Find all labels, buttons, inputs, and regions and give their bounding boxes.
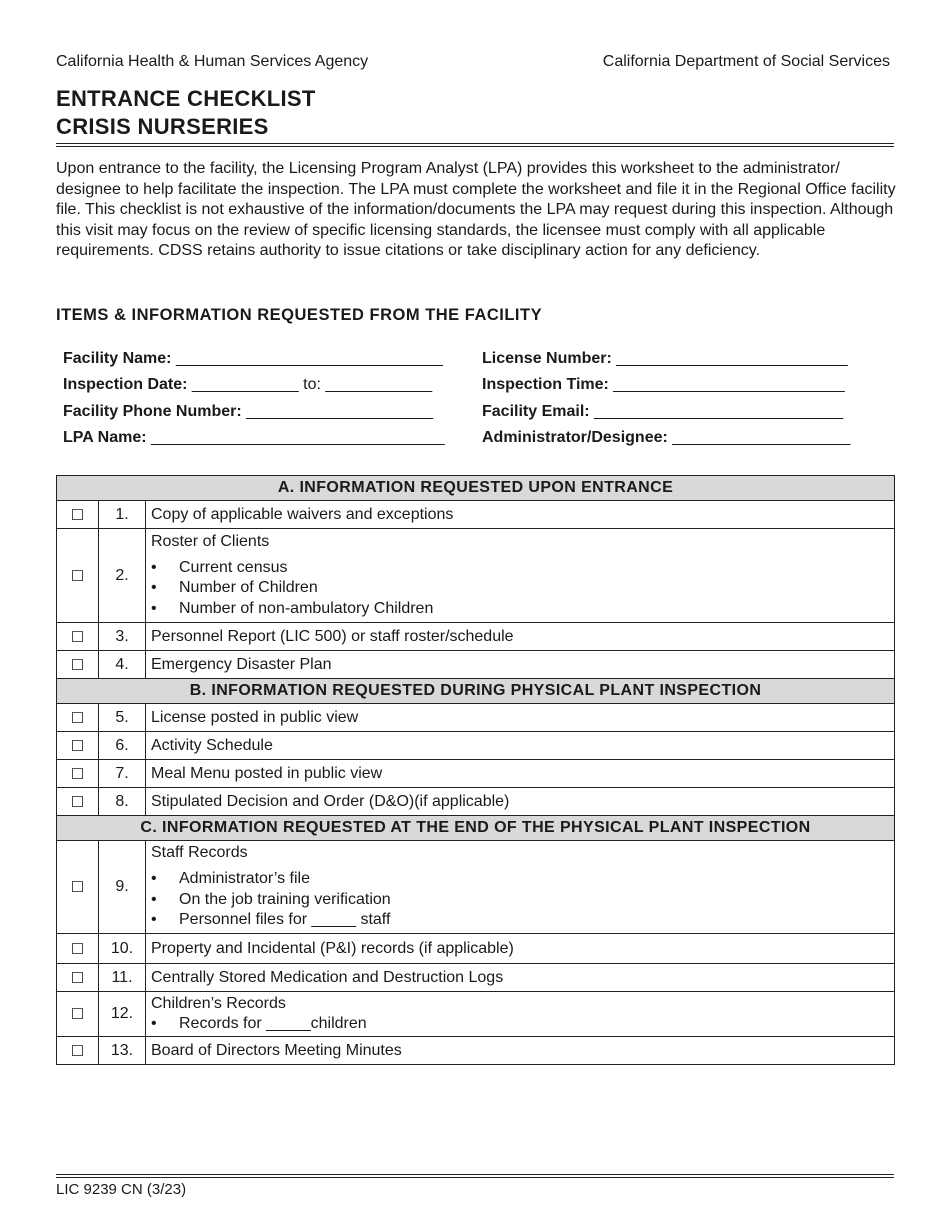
item-text: Property and Incidental (P&I) records (if applicable) [146, 934, 895, 964]
item-number: 9. [99, 841, 146, 934]
item-number: 6. [99, 732, 146, 760]
checkbox[interactable]: ☐ [57, 651, 99, 679]
item-text: Centrally Stored Medication and Destruction Logs [146, 964, 895, 992]
checklist-table [56, 475, 895, 1065]
list-item [151, 558, 894, 579]
lpa-name-label: LPA Name: [63, 429, 147, 446]
facility-name-label: Facility Name: [63, 350, 172, 367]
section-c-header [57, 816, 895, 841]
table-row [57, 704, 895, 732]
item-number: 5. [99, 704, 146, 732]
inspection-date-field[interactable] [63, 376, 432, 394]
facility-email-label: Facility Email: [482, 403, 590, 420]
facility-phone-line[interactable]: _____________________ [246, 403, 434, 420]
list-item [151, 1014, 894, 1034]
inspection-time-field[interactable] [482, 376, 845, 394]
table-row [57, 788, 895, 816]
list-item-text: Records for _____children [179, 1015, 367, 1032]
agency-name-left: California Health & Human Services Agency [56, 53, 369, 70]
section-a-title: A. INFORMATION REQUESTED UPON ENTRANCE [57, 476, 895, 501]
table-row [57, 934, 895, 964]
title-line-2: CRISIS NURSERIES [56, 114, 269, 139]
table-row [57, 732, 895, 760]
item-number: 11. [99, 964, 146, 992]
item-text: Copy of applicable waivers and exceptions [146, 501, 895, 529]
table-row [57, 651, 895, 679]
item-text [146, 529, 895, 623]
item-text: Emergency Disaster Plan [146, 651, 895, 679]
table-row [57, 623, 895, 651]
table-row [57, 760, 895, 788]
inspection-time-label: Inspection Time: [482, 376, 609, 393]
item-text: Board of Directors Meeting Minutes [146, 1037, 895, 1065]
table-row [57, 992, 895, 1037]
table-row [57, 964, 895, 992]
table-row [57, 1037, 895, 1065]
checkbox[interactable]: ☐ [57, 934, 99, 964]
list-item [151, 869, 894, 890]
checkbox[interactable]: ☐ [57, 992, 99, 1037]
item-number: 8. [99, 788, 146, 816]
license-number-field[interactable] [482, 350, 848, 368]
inspection-date-to: to: [303, 376, 321, 393]
item-title: Children’s Records [151, 995, 286, 1012]
checkbox[interactable]: ☐ [57, 964, 99, 992]
facility-name-field[interactable] [63, 350, 443, 368]
administrator-line[interactable]: ____________________ [672, 429, 851, 446]
item-number: 10. [99, 934, 146, 964]
section-b-title: B. INFORMATION REQUESTED DURING PHYSICAL PLANT INSPECTION [57, 679, 895, 704]
item-title: Staff Records [151, 844, 248, 862]
checkbox[interactable]: ☐ [57, 704, 99, 732]
facility-name-line[interactable]: ______________________________ [175, 350, 443, 367]
bullet: • [151, 870, 157, 888]
list-item [151, 599, 894, 620]
facility-email-line[interactable]: ____________________________ [594, 403, 844, 420]
checkbox[interactable]: ☐ [57, 788, 99, 816]
item-number: 12. [99, 992, 146, 1037]
title-line-1: ENTRANCE CHECKLIST [56, 86, 316, 111]
list-item-text: Number of Children [179, 579, 318, 597]
license-number-label: License Number: [482, 350, 612, 367]
list-item [151, 890, 894, 911]
section-c-title: C. INFORMATION REQUESTED AT THE END OF THE PHYSICAL PLANT INSPECTION [57, 816, 895, 841]
item-number: 1. [99, 501, 146, 529]
item-number: 4. [99, 651, 146, 679]
list-item-text: Administrator’s file [179, 870, 311, 888]
agency-name-right: California Department of Social Services [602, 53, 890, 70]
item-text: Stipulated Decision and Order (D&O)(if applicable) [146, 788, 895, 816]
item-title: Roster of Clients [151, 532, 270, 550]
checkbox[interactable]: ☐ [57, 623, 99, 651]
bullet: • [151, 558, 157, 576]
bullet: • [151, 579, 157, 597]
item-number: 13. [99, 1037, 146, 1065]
item-number: 7. [99, 760, 146, 788]
list-item [151, 578, 894, 599]
lpa-name-line[interactable]: _________________________________ [151, 429, 445, 446]
bullet: • [151, 890, 157, 908]
inspection-date-end-line[interactable]: ____________ [325, 376, 433, 393]
item-text: Meal Menu posted in public view [146, 760, 895, 788]
item-number: 3. [99, 623, 146, 651]
bullet: • [151, 1015, 157, 1032]
administrator-field[interactable] [482, 429, 850, 447]
inspection-date-start-line[interactable]: ____________ [191, 376, 299, 393]
footer-divider [56, 1174, 894, 1178]
lpa-name-field[interactable] [63, 429, 445, 447]
inspection-date-label: Inspection Date: [63, 376, 188, 393]
item-text: License posted in public view [146, 704, 895, 732]
section-a-header [57, 476, 895, 501]
list-item [151, 910, 894, 931]
facility-email-field[interactable] [482, 403, 843, 421]
checkbox[interactable]: ☐ [57, 1037, 99, 1065]
intro-paragraph: Upon entrance to the facility, the Licensing Program Analyst (LPA) provides this worksheet to the administrator/ designee to help facilitate the inspection. The LPA must complete the worksheet and file it in the Regional Office facility file. This checklist is not exhaustive of the information/documents the LPA may request during this inspection. Although this visit may focus on the review of specific licensing standards, the licensee must comply with all applicable requirements. CDSS retains authority to issue citations or take disciplinary action for any deficiency. [56, 160, 896, 259]
header-divider [56, 143, 894, 147]
list-item-text: Current census [179, 558, 288, 576]
list-item-text: Personnel files for _____ staff [179, 911, 391, 929]
facility-phone-label: Facility Phone Number: [63, 403, 242, 420]
item-text [146, 841, 895, 934]
administrator-label: Administrator/Designee: [482, 429, 668, 446]
item-number: 2. [99, 529, 146, 623]
item-text: Activity Schedule [146, 732, 895, 760]
item-text [146, 992, 895, 1037]
bullet: • [151, 599, 157, 617]
list-item-text: On the job training verification [179, 890, 391, 908]
table-row [57, 501, 895, 529]
bullet: • [151, 911, 157, 929]
license-number-line[interactable]: __________________________ [616, 350, 848, 367]
table-row [57, 841, 895, 934]
checkbox[interactable]: ☐ [57, 760, 99, 788]
facility-phone-field[interactable] [63, 403, 433, 421]
inspection-time-line[interactable]: __________________________ [613, 376, 845, 393]
document-title [56, 85, 316, 141]
section-b-header [57, 679, 895, 704]
checkbox[interactable]: ☐ [57, 501, 99, 529]
items-heading: ITEMS & INFORMATION REQUESTED FROM THE FACILITY [56, 306, 543, 324]
item-text: Personnel Report (LIC 500) or staff roster/schedule [146, 623, 895, 651]
checkbox[interactable]: ☐ [57, 529, 99, 623]
form-number: LIC 9239 CN (3/23) [56, 1181, 187, 1198]
checkbox[interactable]: ☐ [57, 841, 99, 934]
checkbox[interactable]: ☐ [57, 732, 99, 760]
table-row [57, 529, 895, 623]
list-item-text: Number of non-ambulatory Children [179, 599, 434, 617]
